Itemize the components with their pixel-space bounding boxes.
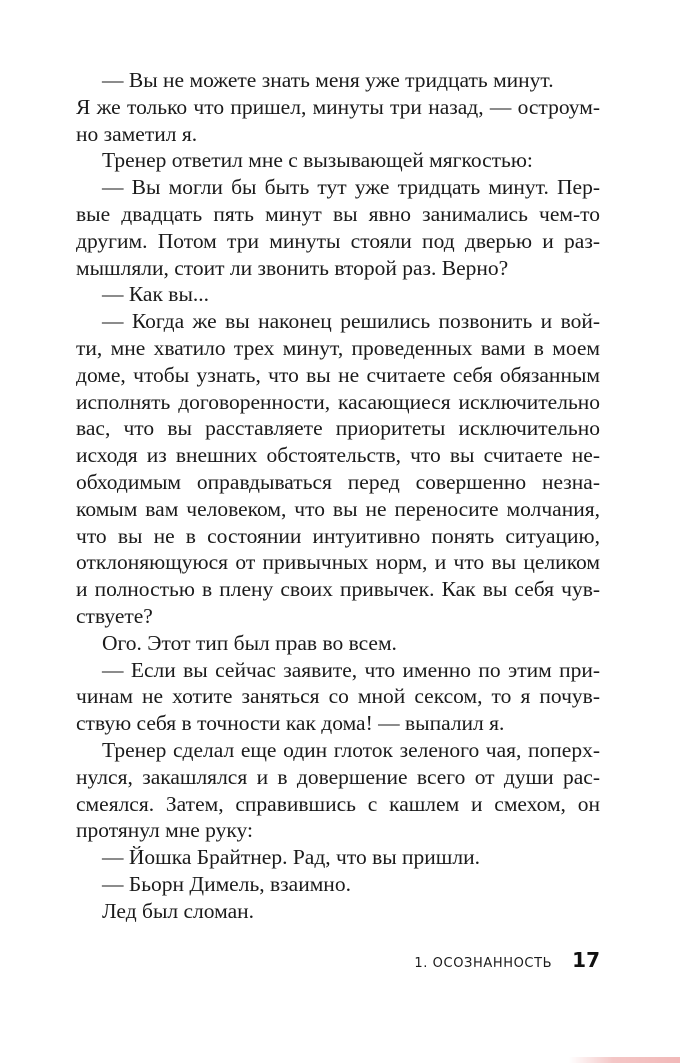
text-line: — Как вы... bbox=[102, 282, 210, 307]
scan-edge-mark bbox=[569, 1057, 680, 1063]
text-line: обходимым оправдываться перед совершенно незна- bbox=[76, 469, 600, 494]
text-line: исходя из внешних обстоятельств, что вы считаете не- bbox=[76, 443, 600, 468]
page-number: 17 bbox=[572, 948, 600, 972]
text-line: что вы не в состоянии интуитивно понять ситуацию, bbox=[76, 523, 600, 548]
text-line: но заметил я. bbox=[76, 121, 198, 146]
text-line: — Вы не можете знать меня уже тридцать минут. bbox=[102, 68, 554, 92]
body-text bbox=[76, 67, 600, 925]
text-line: вас, что вы расставляете приоритеты исключительно bbox=[76, 416, 600, 441]
text-line: доме, чтобы узнать, что вы не считаете себя обязанным bbox=[76, 362, 600, 387]
text-line: — Бьорн Димель, взаимно. bbox=[102, 871, 351, 896]
text-line: ти, мне хватило трех минут, проведенных вами в моем bbox=[76, 335, 600, 360]
text-line: ствую себя в точности как дома! — выпалил я. bbox=[76, 711, 505, 736]
text-line: мышляли, стоит ли звонить второй раз. Верно? bbox=[76, 255, 509, 280]
text-line: Ого. Этот тип был прав во всем. bbox=[102, 630, 397, 655]
text-line: — Йошка Брайтнер. Рад, что вы пришли. bbox=[102, 845, 480, 870]
text-line: и полностью в плену своих привычек. Как вы себя чув- bbox=[76, 577, 600, 602]
text-line: вые двадцать пять минут вы явно занимались чем-то bbox=[76, 201, 600, 226]
text-line: смеялся. Затем, справившись с кашлем и смехом, он bbox=[76, 791, 600, 816]
text-line: Тренер ответил мне с вызывающей мягкостью: bbox=[102, 148, 533, 173]
text-line: протянул мне руку: bbox=[76, 818, 253, 843]
text-line: — Вы могли бы быть тут уже тридцать минут. Пер- bbox=[102, 175, 600, 200]
text-line: Тренер сделал еще один глоток зеленого чая, поперх- bbox=[102, 737, 600, 762]
text-line: чинам не хотите заняться со мной сексом, то я почув- bbox=[76, 684, 600, 709]
text-line: ствуете? bbox=[76, 603, 153, 628]
text-line: — Если вы сейчас заявите, что именно по этим при- bbox=[102, 657, 600, 682]
text-line: исполнять договоренности, касающиеся исключительно bbox=[76, 389, 600, 414]
text-line: Лед был сломан. bbox=[102, 898, 254, 923]
text-line: другим. Потом три минуты стояли под дверью и раз- bbox=[76, 228, 600, 253]
text-line: отклоняющуюся от привычных норм, и что вы целиком bbox=[76, 550, 600, 575]
page-footer bbox=[384, 948, 600, 976]
text-line: комым вам человеком, что вы не переносите молчания, bbox=[76, 496, 600, 521]
running-head: 1. ОСОЗНАННОСТЬ bbox=[414, 956, 553, 971]
text-line: Я же только что пришел, минуты три назад, — остроум- bbox=[76, 94, 600, 119]
text-line: — Когда же вы наконец решились позвонить и вой- bbox=[102, 309, 600, 334]
text-line: нулся, закашлялся и в довершение всего от души рас- bbox=[76, 764, 600, 789]
